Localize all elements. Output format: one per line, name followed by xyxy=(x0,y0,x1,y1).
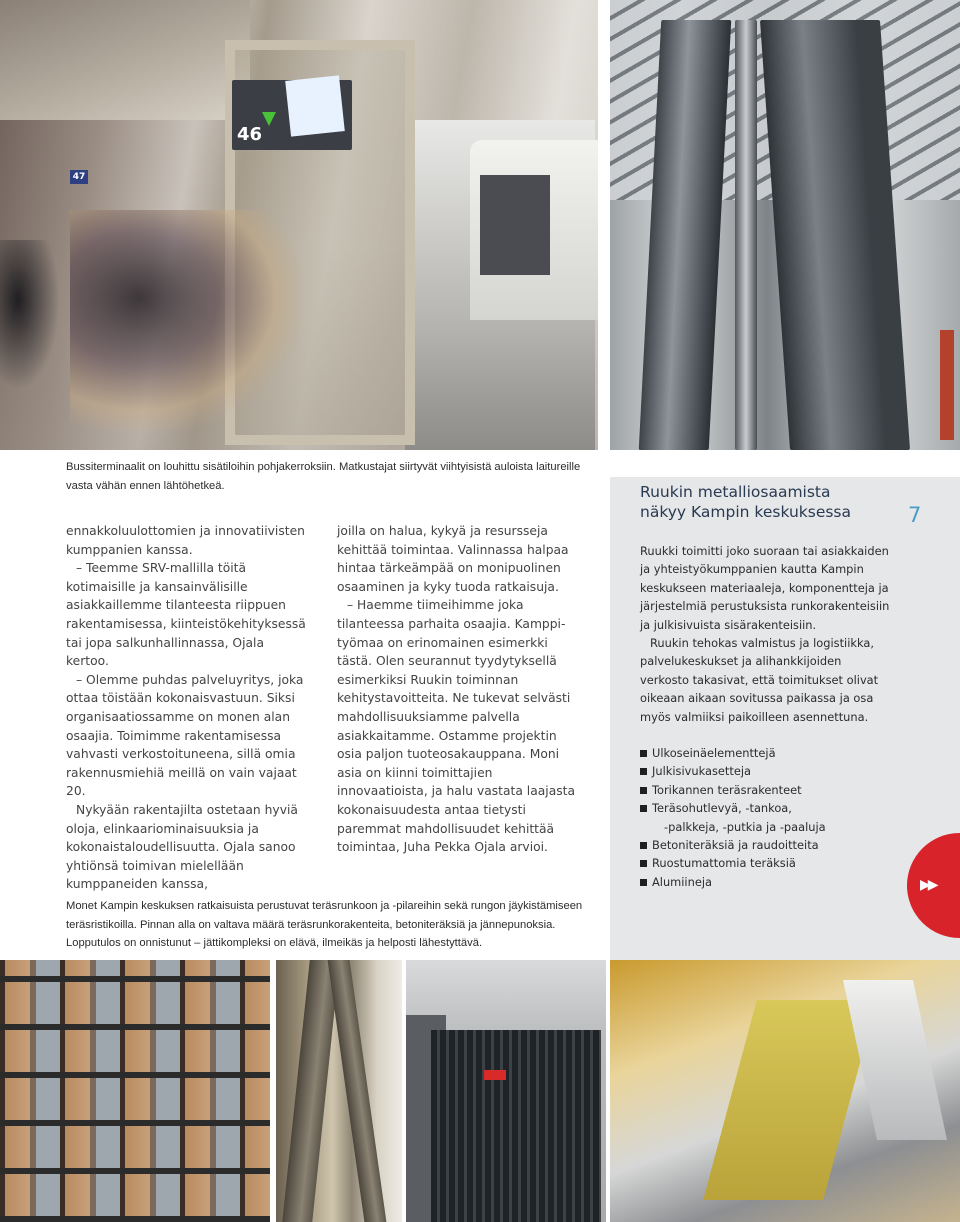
square-bullet-icon xyxy=(640,842,647,849)
gate-sign-small: 47 xyxy=(70,170,88,184)
panel-heading-line: näkyy Kampin keskuksessa xyxy=(640,503,851,521)
fast-forward-icon[interactable]: ▶▶ xyxy=(920,877,936,893)
square-bullet-icon xyxy=(640,787,647,794)
paragraph: joilla on halua, kykyä ja resursseja kehittää toimintaa. Valinnassa halpaa hintaa tärkeämpää on monipuolinen osaaminen ja kyky tuoda ratkaisuja. xyxy=(337,524,569,594)
list-item xyxy=(640,799,900,836)
list-item xyxy=(640,836,900,854)
interior-columns-photo xyxy=(276,960,402,1222)
column-shape xyxy=(328,960,387,1222)
wood-facade-photo xyxy=(0,960,270,1222)
article-column-left xyxy=(66,522,306,894)
square-bullet-icon xyxy=(640,768,647,775)
gate-sign-screen xyxy=(285,75,345,136)
yellow-panel xyxy=(703,1000,877,1200)
square-bullet-icon xyxy=(640,750,647,757)
steel-pillar xyxy=(735,20,757,450)
list-item-label: Teräsohutlevyä, -tankoa, xyxy=(652,801,792,816)
list-item xyxy=(640,762,900,780)
list-item-label: Torikannen teräsrakenteet xyxy=(652,782,802,797)
red-logo-sign xyxy=(484,1070,506,1080)
panel-heading-line: Ruukin metalliosaamista xyxy=(640,483,831,501)
photo-caption-top: Bussiterminaalit on louhittu sisätiloihin pohjakerroksiin. Matkustajat siirtyvät viihtyisistä auloista laitureille vasta vähän ennen lähtöhetkeä. xyxy=(66,461,581,492)
steel-pillars-photo xyxy=(610,0,960,450)
kamppi-building-photo xyxy=(406,960,606,1222)
square-bullet-icon xyxy=(640,879,647,886)
list-item-label: Ruostumattomia teräksiä xyxy=(652,856,796,871)
paragraph: Nykyään rakentajilta ostetaan hyviä oloja, elinkaariominaisuuksia ja kokonaistaloudellisuutta. Ojala sanoo yhtiönsä toimivan mielellään kumppaneiden kanssa, xyxy=(66,802,298,892)
terminal-ceiling xyxy=(0,0,250,120)
black-facade-block xyxy=(431,1030,601,1222)
panel-paragraph: Ruukin tehokas valmistus ja logistiikka, palvelukeskukset ja alihankkijoiden verkosto takasivat, että toimitukset olivat oikeaan aikaan sovitussa paikassa ja osa myös valmiiksi paikoilleen asennettuna. xyxy=(640,636,879,724)
list-item-continuation: -palkkeja, -putkia ja -paaluja xyxy=(664,819,826,834)
column-shape xyxy=(282,960,340,1222)
panel-heading xyxy=(640,482,890,522)
passenger-silhouette xyxy=(0,240,60,390)
photo-caption-bottom: Monet Kampin keskuksen ratkaisuista perustuvat teräsrunkoon ja -pilareihin sekä rungon jäykistämiseen teräsristikoilla. Pinnan alla on valtava määrä teräsrunkorakenteita, betoniteräksiä ja jännepunoksia. Lopputulos on onnistunut – jättikompleksi on elävä, ilmeikäs ja helposti lähestyttävä. xyxy=(66,900,583,949)
bus-window xyxy=(480,175,550,275)
paragraph: – Olemme puhdas palveluyritys, joka ottaa töistään kokonaisvastuun. Siksi organisaatiossamme on monen alan osaajia. Toimimme rakentamisessa vahvasti verkostoituneena, sillä omia rakennusmiehiä meillä on vain vajaat 20. xyxy=(66,672,304,799)
list-item-label: Ulkoseinäelementtejä xyxy=(652,746,776,760)
paragraph: – Teemme SRV-mallilla töitä kotimaisille ja kansainvälisille asiakkaillemme tilanteesta riippuen rakentamisessa, kiinteistökehityksessä tai jopa salkunhallinnassa, Ojala kertoo. xyxy=(66,561,306,669)
square-bullet-icon xyxy=(640,860,647,867)
down-arrow-icon xyxy=(262,112,276,126)
paragraph: ennakkoluulottomien ja innovatiivisten kumppanien kanssa. xyxy=(66,524,305,557)
list-item xyxy=(640,854,900,872)
paragraph: – Haemme tiimeihimme joka tilanteessa parhaita osaajia. Kamppi-työmaa on erinomainen esimerkki tästä. Olen seurannut tyydytyksellä esimerkiksi Ruukin toiminnan kehitystavoitteita. Ne tukevat selvästi mahdollisuuksiamme palvella asiakkaitamme. Ostamme projektin osia paljon tuoteosakauppana. Moni asia on kiinni toimittajien innovaatioista, ja halu vastata laajasta kokonaisuudesta antaa tietysti paremmat mahdollisuudet kehittää toimintaa, Juha Pekka Ojala arvioi. xyxy=(337,598,575,855)
list-item-label: Julkisivukasetteja xyxy=(652,764,751,779)
red-accent xyxy=(940,330,954,440)
blurred-passengers xyxy=(70,210,300,430)
panel-body xyxy=(640,542,890,726)
list-item xyxy=(640,744,900,762)
square-bullet-icon xyxy=(640,805,647,812)
page-number: 7 xyxy=(908,503,922,527)
article-column-middle xyxy=(337,522,579,857)
list-item xyxy=(640,873,900,891)
list-item-label: Alumiineja xyxy=(652,874,712,889)
atrium-photo xyxy=(610,960,960,1222)
panel-paragraph: Ruukki toimitti joko suoraan tai asiakkaiden ja yhteistyökumppanien kautta Kampin keskukseen materiaaleja, komponentteja ja järjestelmiä perustuksista runkorakenteisiin ja julkisivuista sisärakenteisiin. xyxy=(640,544,890,632)
product-list xyxy=(640,744,900,891)
bus-terminal-photo xyxy=(0,0,598,450)
list-item xyxy=(640,781,900,799)
list-item-label: Betoniteräksiä ja raudoitteita xyxy=(652,838,819,853)
gate-number: 46 xyxy=(237,124,263,145)
